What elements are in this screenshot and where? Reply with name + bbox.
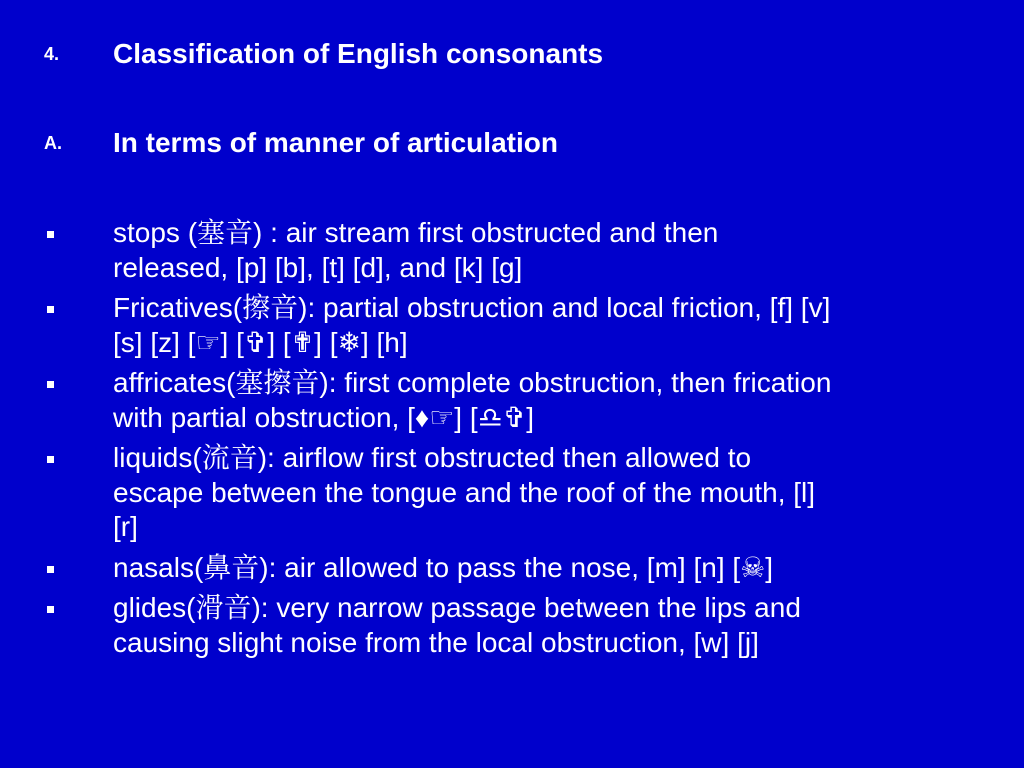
bullet-text: liquids(流音): airflow first obstructed then allowed to escape between the tongue and the roof of the mouth, [l] [r] [113, 442, 816, 542]
bullet-item-liquids [0, 441, 1024, 545]
bullet-item-affricates [0, 366, 1024, 435]
bullet-item-stops [0, 216, 1024, 285]
bullet-text: stops (塞音) : air stream first obstructed and then released, [p] [b], [t] [d], and [k] [g] [113, 217, 719, 283]
bullet-item-nasals [0, 551, 1024, 586]
square-bullet-icon [47, 456, 54, 463]
bullet-text: glides(滑音): very narrow passage between the lips and causing slight noise from the local obstruction, [w] [j] [113, 592, 801, 658]
title-text: Classification of English consonants [113, 38, 604, 69]
square-bullet-icon [47, 381, 54, 388]
bullet-list [0, 216, 1024, 666]
bullet-item-glides [0, 591, 1024, 660]
slide-title [44, 37, 994, 71]
bullet-text: affricates(塞擦音): first complete obstruction, then frication with partial obstruction, [♦☞] [♎✞] [113, 367, 832, 433]
square-bullet-icon [47, 306, 54, 313]
title-number: 4. [44, 44, 60, 64]
slide-subtitle [44, 126, 994, 160]
bullet-item-fricatives [0, 291, 1024, 360]
square-bullet-icon [47, 606, 54, 613]
square-bullet-icon [47, 566, 54, 573]
bullet-text: Fricatives(擦音): partial obstruction and local friction, [f] [v] [s] [z] [☞] [✞] [✟] [❄] [h] [113, 292, 831, 358]
subtitle-letter: A. [44, 133, 62, 153]
bullet-text: nasals(鼻音): air allowed to pass the nose, [m] [n] [☠] [113, 551, 774, 583]
square-bullet-icon [47, 231, 54, 238]
subtitle-text: In terms of manner of articulation [113, 127, 558, 158]
